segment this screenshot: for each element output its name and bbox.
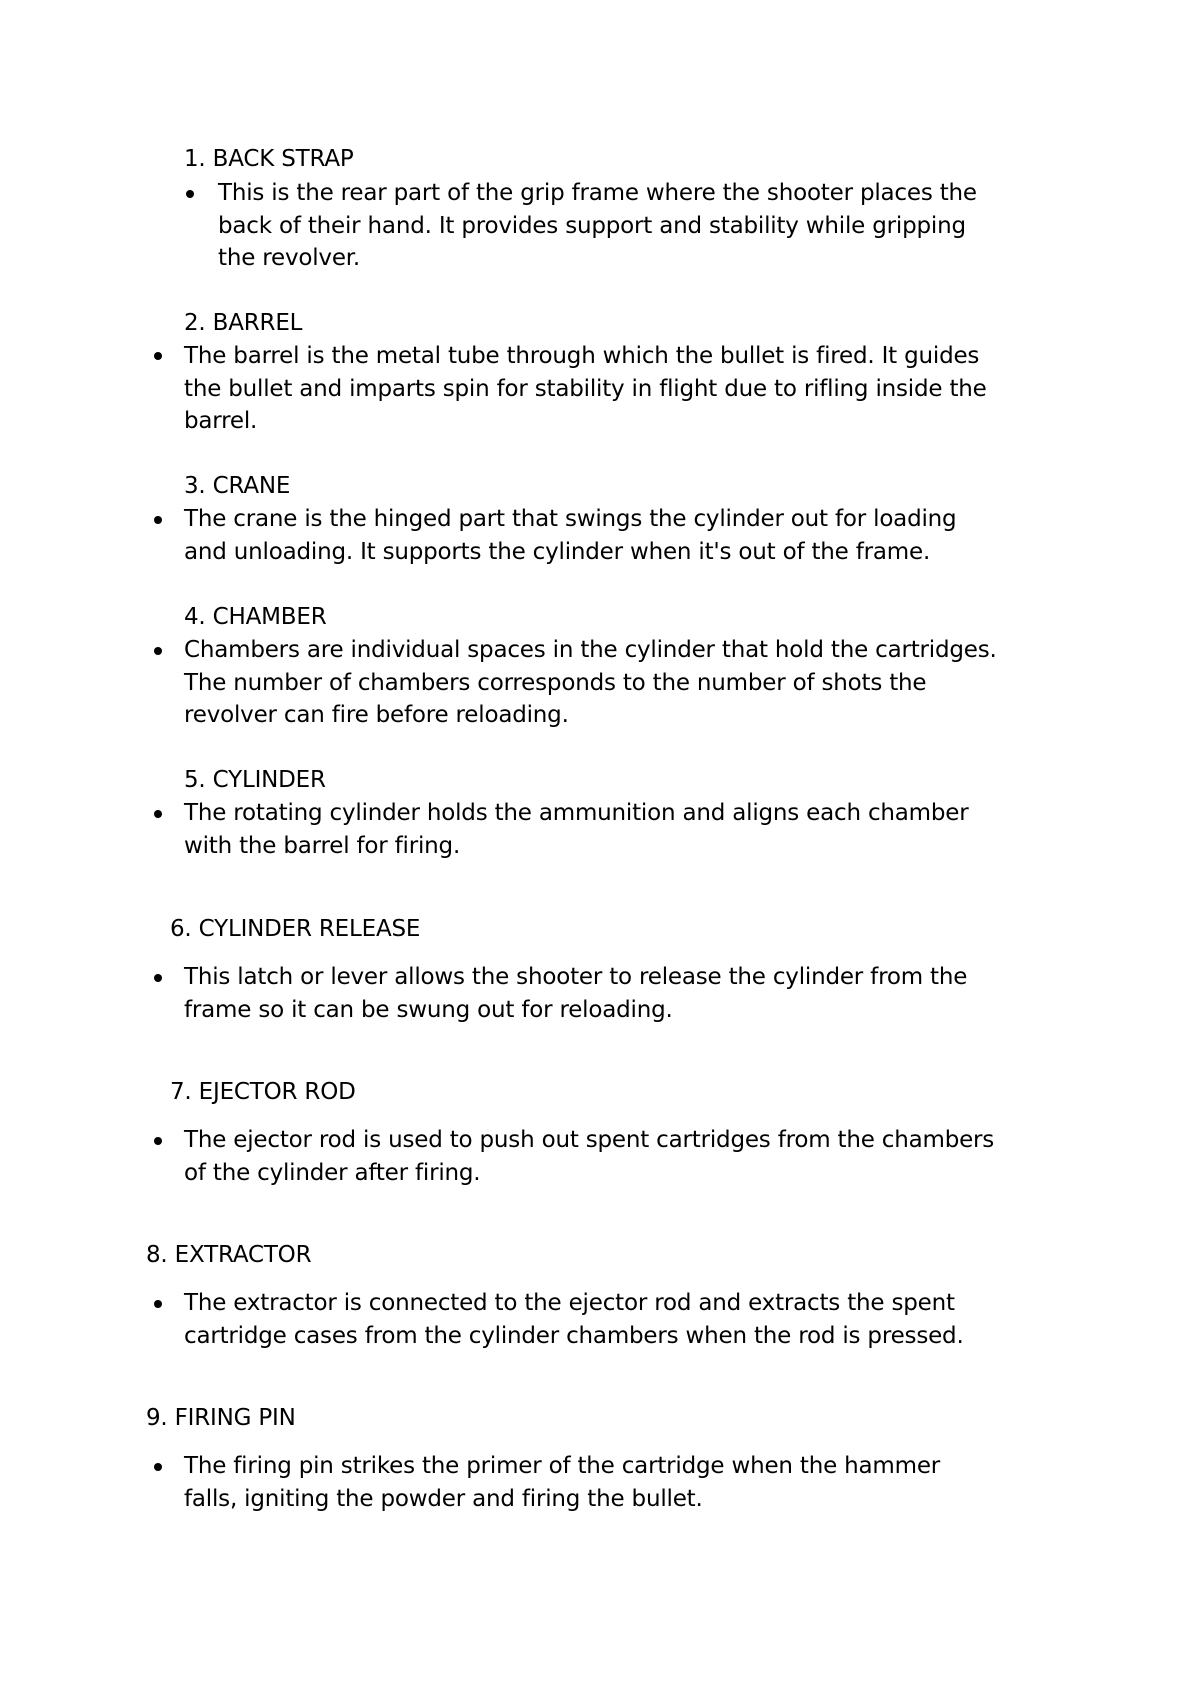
section-heading-extractor: 8. EXTRACTOR bbox=[146, 1242, 312, 1268]
bullet-icon bbox=[154, 352, 162, 360]
section-body-crane bbox=[184, 503, 956, 568]
section-body-ejector-rod bbox=[184, 1124, 994, 1189]
section-body-cylinder bbox=[184, 797, 969, 862]
body-line: of the cylinder after firing. bbox=[184, 1159, 481, 1186]
bullet-icon bbox=[154, 1463, 162, 1471]
body-line: falls, igniting the powder and firing the bullet. bbox=[184, 1485, 703, 1512]
section-heading-firing-pin: 9. FIRING PIN bbox=[146, 1405, 296, 1431]
section-heading-crane: 3. CRANE bbox=[184, 473, 291, 499]
body-line: frame so it can be swung out for reloading. bbox=[184, 996, 673, 1023]
body-line: The number of chambers corresponds to the number of shots the bbox=[184, 669, 927, 696]
section-heading-chamber: 4. CHAMBER bbox=[184, 604, 327, 630]
body-line: Chambers are individual spaces in the cylinder that hold the cartridges. bbox=[184, 637, 997, 663]
section-body-firing-pin bbox=[184, 1450, 940, 1515]
bullet-icon bbox=[186, 190, 194, 198]
body-line: barrel. bbox=[184, 408, 258, 434]
body-line: revolver can fire before reloading. bbox=[184, 702, 569, 728]
body-line: the bullet and imparts spin for stability in flight due to rifling inside the bbox=[184, 375, 987, 402]
section-body-back-strap bbox=[218, 177, 977, 275]
bullet-icon bbox=[154, 810, 162, 818]
body-line: The rotating cylinder holds the ammunition and aligns each chamber bbox=[184, 800, 969, 826]
bullet-icon bbox=[154, 516, 162, 524]
body-line: back of their hand. It provides support and stability while gripping bbox=[218, 212, 966, 239]
body-line: The extractor is connected to the ejector rod and extracts the spent bbox=[184, 1290, 955, 1316]
body-line: This is the rear part of the grip frame where the shooter places the bbox=[218, 180, 977, 206]
body-line: with the barrel for firing. bbox=[184, 832, 461, 859]
body-line: cartridge cases from the cylinder chambers when the rod is pressed. bbox=[184, 1322, 964, 1349]
body-line: the revolver. bbox=[218, 245, 361, 271]
bullet-icon bbox=[154, 974, 162, 982]
body-line: The ejector rod is used to push out spent cartridges from the chambers bbox=[184, 1127, 995, 1153]
section-body-cylinder-release bbox=[184, 961, 967, 1026]
body-line: The firing pin strikes the primer of the cartridge when the hammer bbox=[184, 1453, 941, 1479]
section-heading-ejector-rod: 7. EJECTOR ROD bbox=[170, 1079, 356, 1105]
body-line: The barrel is the metal tube through which the bullet is fired. It guides bbox=[184, 343, 980, 369]
bullet-icon bbox=[154, 1300, 162, 1308]
section-body-extractor bbox=[184, 1287, 964, 1352]
body-line: This latch or lever allows the shooter to release the cylinder from the bbox=[184, 964, 968, 990]
section-body-barrel bbox=[184, 340, 987, 438]
body-line: and unloading. It supports the cylinder when it's out of the frame. bbox=[184, 538, 931, 565]
section-heading-cylinder-release: 6. CYLINDER RELEASE bbox=[170, 916, 421, 942]
bullet-icon bbox=[154, 647, 162, 655]
section-heading-back-strap: 1. BACK STRAP bbox=[184, 146, 354, 172]
section-body-chamber bbox=[184, 634, 997, 732]
section-heading-barrel: 2. BARREL bbox=[184, 310, 303, 336]
body-line: The crane is the hinged part that swings the cylinder out for loading bbox=[184, 506, 957, 532]
section-heading-cylinder: 5. CYLINDER bbox=[184, 767, 326, 793]
bullet-icon bbox=[154, 1137, 162, 1145]
